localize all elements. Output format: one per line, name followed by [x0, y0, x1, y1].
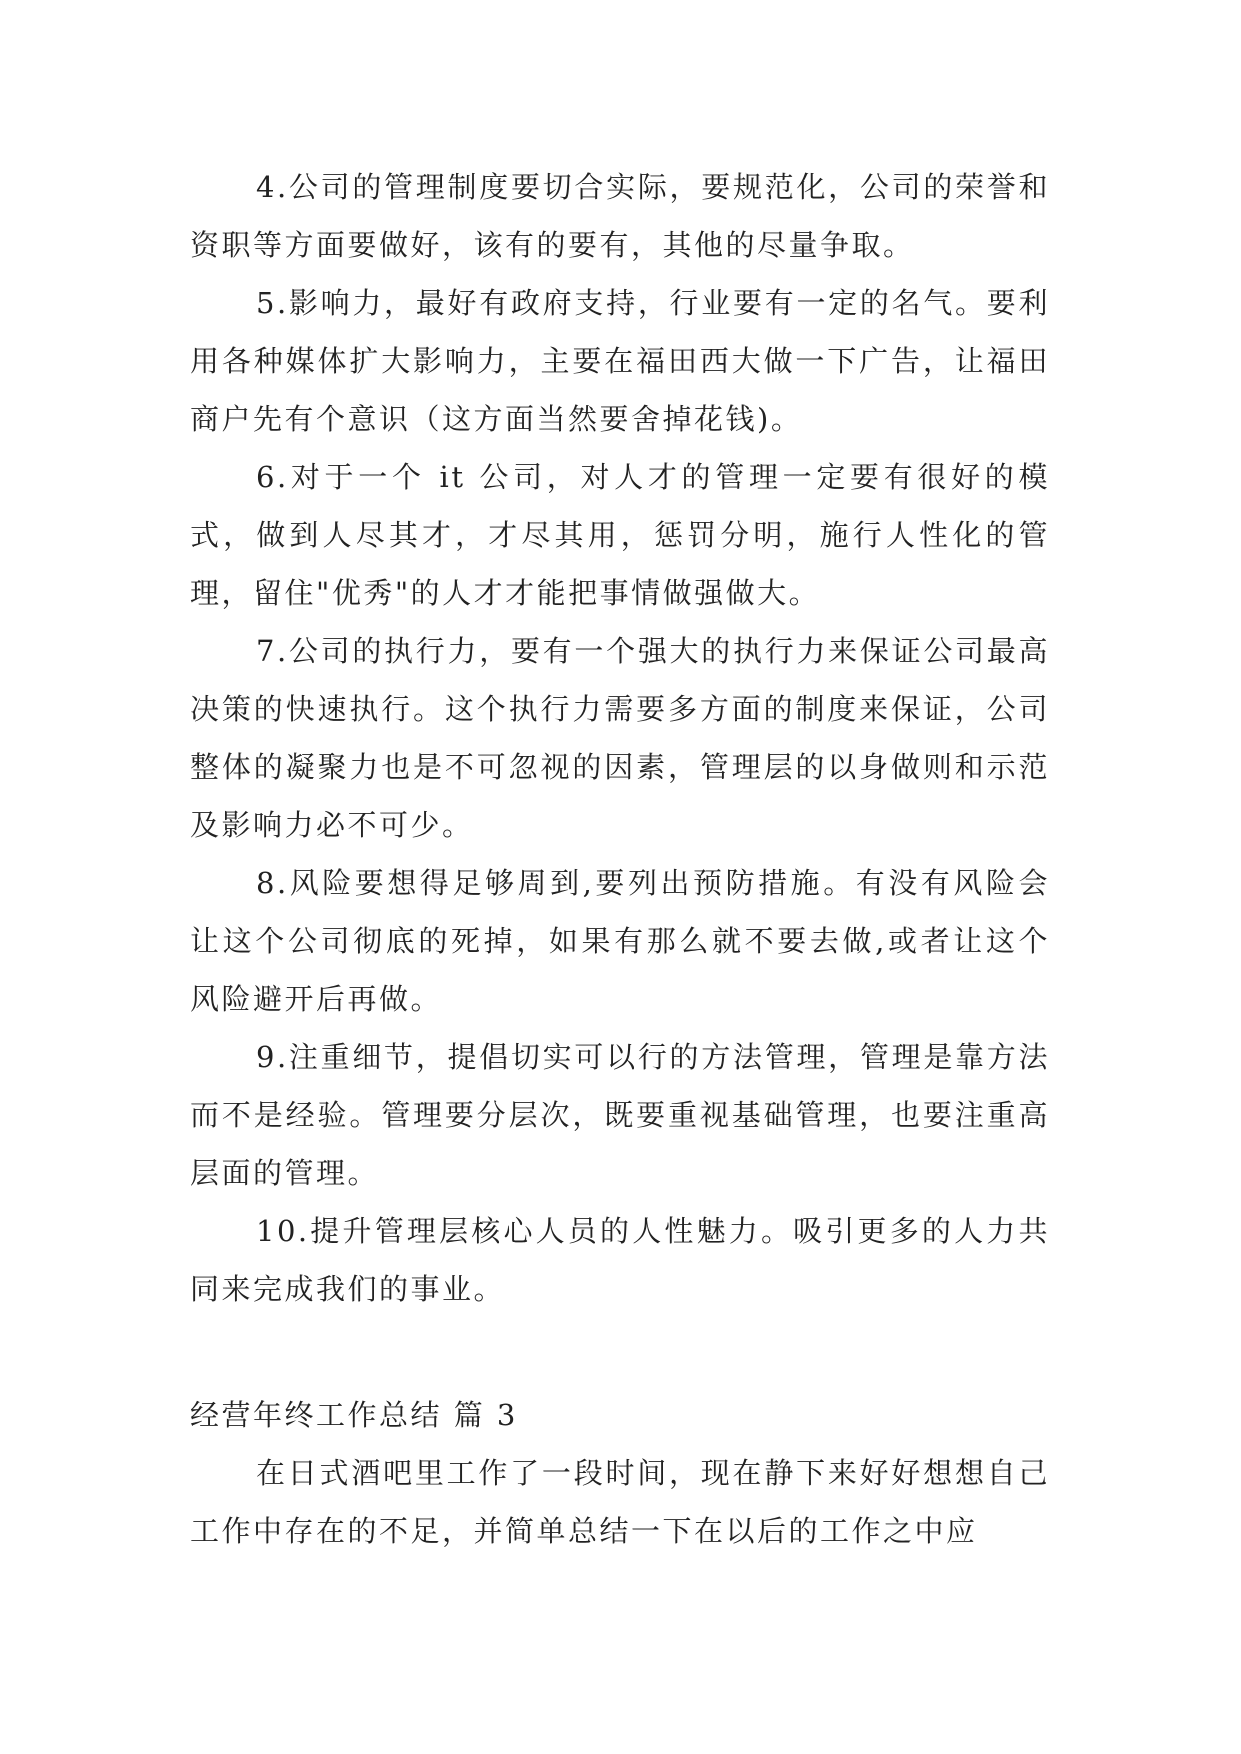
paragraph-item-6: 6.对于一个 it 公司，对人才的管理一定要有很好的模式，做到人尽其才，才尽其用，惩罚分明，施行人性化的管理，留住"优秀"的人才才能把事情做强做大。 [190, 460, 1050, 610]
section-heading: 经营年终工作总结 篇 3 [190, 1398, 518, 1432]
paragraph-item-9: 9.注重细节，提倡切实可以行的方法管理，管理是靠方法而不是经验。管理要分层次，既要重视基础管理，也要注重高层面的管理。 [190, 1040, 1050, 1190]
section-paragraph: 在日式酒吧里工作了一段时间，现在静下来好好想想自己工作中存在的不足，并简单总结一下在以后的工作之中应 [190, 1456, 1050, 1548]
paragraph-item-5: 5.影响力，最好有政府支持，行业要有一定的名气。要利用各种媒体扩大影响力，主要在福田西大做一下广告，让福田商户先有个意识（这方面当然要舍掉花钱)。 [190, 286, 1050, 436]
paragraph-item-8: 8.风险要想得足够周到,要列出预防措施。有没有风险会让这个公司彻底的死掉，如果有那么就不要去做,或者让这个风险避开后再做。 [190, 866, 1050, 1016]
paragraph-item-4: 4.公司的管理制度要切合实际，要规范化，公司的荣誉和资职等方面要做好，该有的要有，其他的尽量争取。 [190, 170, 1050, 262]
document-body [190, 158, 1050, 1560]
paragraph-item-7: 7.公司的执行力，要有一个强大的执行力来保证公司最高决策的快速执行。这个执行力需要多方面的制度来保证，公司整体的凝聚力也是不可忽视的因素，管理层的以身做则和示范及影响力必不可少。 [190, 634, 1050, 842]
paragraph-item-10: 10.提升管理层核心人员的人性魅力。吸引更多的人力共同来完成我们的事业。 [190, 1214, 1050, 1306]
